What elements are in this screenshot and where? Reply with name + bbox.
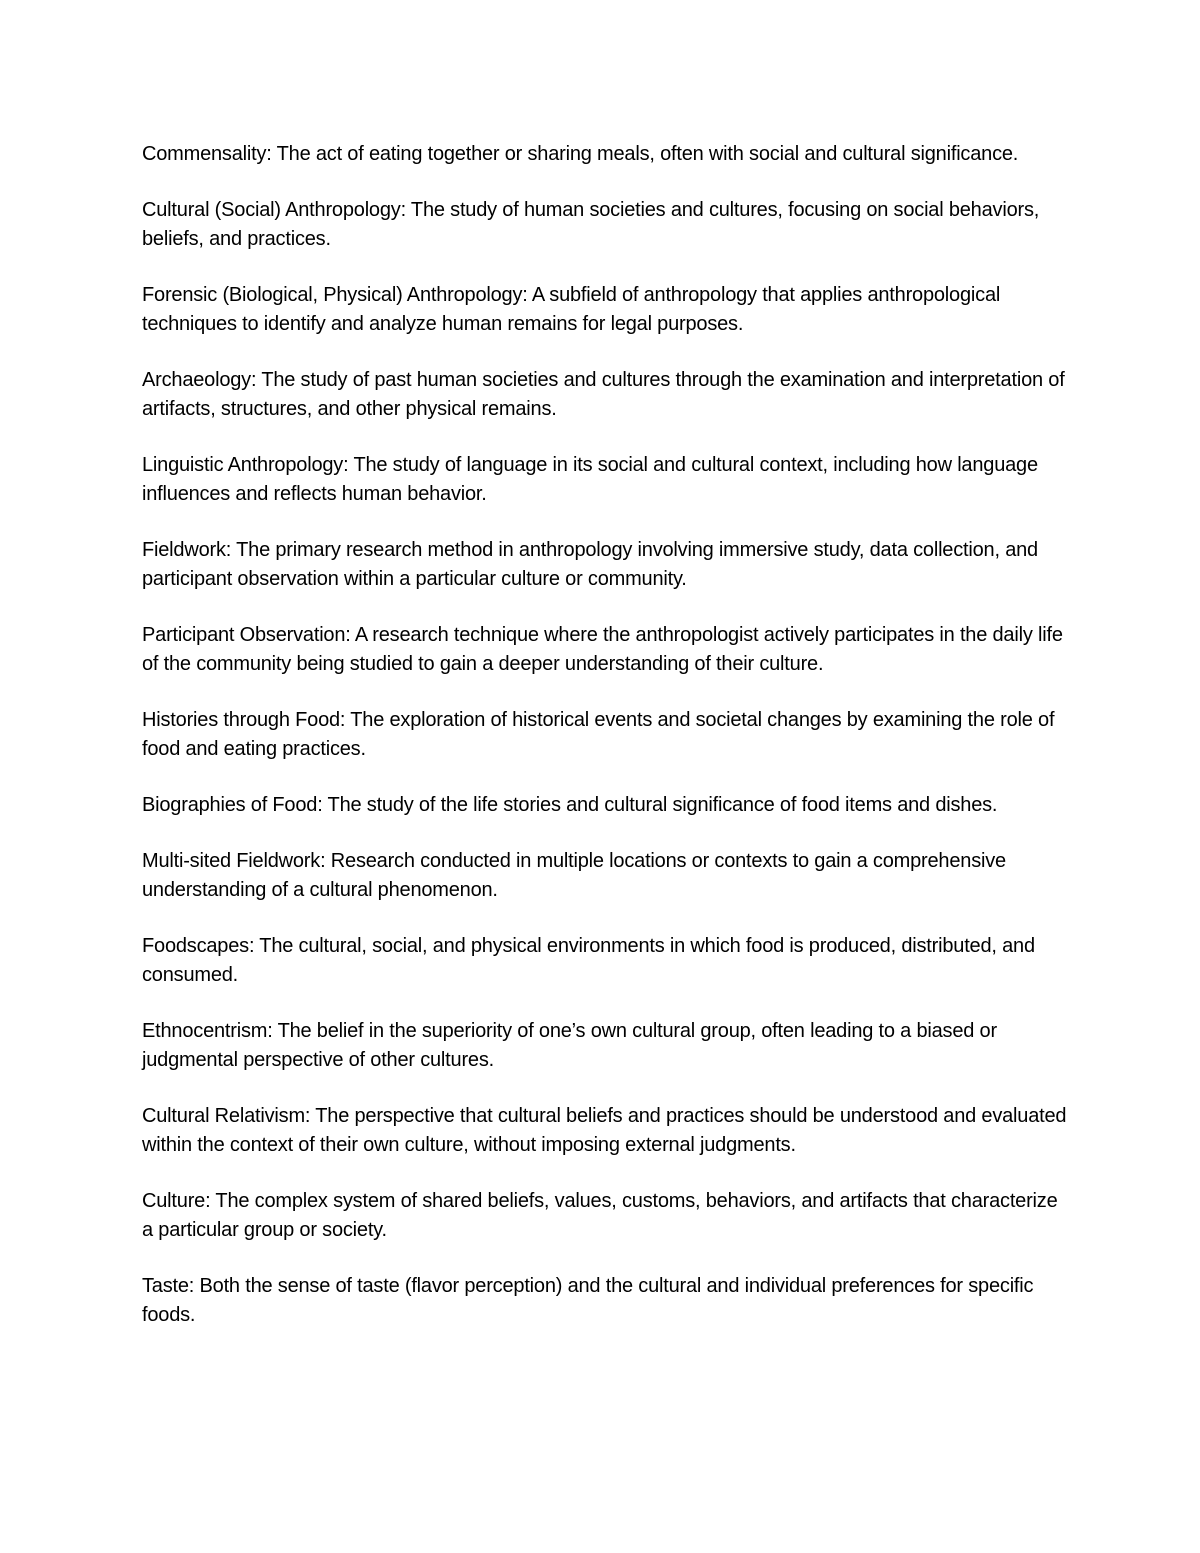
glossary-entry-cultural-anthropology: Cultural (Social) Anthropology: The study of human societies and cultures, focusing on social behaviors, beliefs, and practices.: [142, 199, 1040, 250]
glossary-entry-linguistic-anthropology: Linguistic Anthropology: The study of language in its social and cultural context, including how language influences and reflects human behavior.: [142, 454, 1038, 505]
glossary-entry-multi-sited-fieldwork: Multi-sited Fieldwork: Research conducted in multiple locations or contexts to gain a comprehensive understanding of a cultural phenomenon.: [142, 850, 1006, 901]
glossary-entry-fieldwork: Fieldwork: The primary research method in anthropology involving immersive study, data collection, and participant observation within a particular culture or community.: [142, 539, 1038, 590]
glossary-entry-foodscapes: Foodscapes: The cultural, social, and physical environments in which food is produced, distributed, and consumed.: [142, 935, 1035, 986]
glossary-entry-taste: Taste: Both the sense of taste (flavor perception) and the cultural and individual preferences for specific foods.: [142, 1275, 1034, 1326]
glossary-entry-ethnocentrism: Ethnocentrism: The belief in the superiority of one’s own cultural group, often leading to a biased or judgmental perspective of other cultures.: [142, 1020, 997, 1071]
glossary-entry-biographies-of-food: Biographies of Food: The study of the life stories and cultural significance of food items and dishes.: [142, 794, 998, 816]
glossary-entry-histories-through-food: Histories through Food: The exploration of historical events and societal changes by examining the role of food and eating practices.: [142, 709, 1055, 760]
glossary-entry-forensic-anthropology: Forensic (Biological, Physical) Anthropology: A subfield of anthropology that applies anthropological techniques to identify and analyze human remains for legal purposes.: [142, 284, 1001, 335]
glossary-entry-commensality: Commensality: The act of eating together or sharing meals, often with social and cultural significance.: [142, 143, 1019, 165]
glossary-entry-archaeology: Archaeology: The study of past human societies and cultures through the examination and interpretation of artifacts, structures, and other physical remains.: [142, 369, 1065, 420]
glossary-entry-cultural-relativism: Cultural Relativism: The perspective that cultural beliefs and practices should be understood and evaluated within the context of their own culture, without imposing external judgments.: [142, 1105, 1067, 1156]
glossary-entry-participant-observation: Participant Observation: A research technique where the anthropologist actively participates in the daily life of the community being studied to gain a deeper understanding of their culture.: [142, 624, 1063, 675]
glossary-list: [142, 140, 1072, 1357]
glossary-entry-culture: Culture: The complex system of shared beliefs, values, customs, behaviors, and artifacts that characterize a particular group or society.: [142, 1190, 1058, 1241]
